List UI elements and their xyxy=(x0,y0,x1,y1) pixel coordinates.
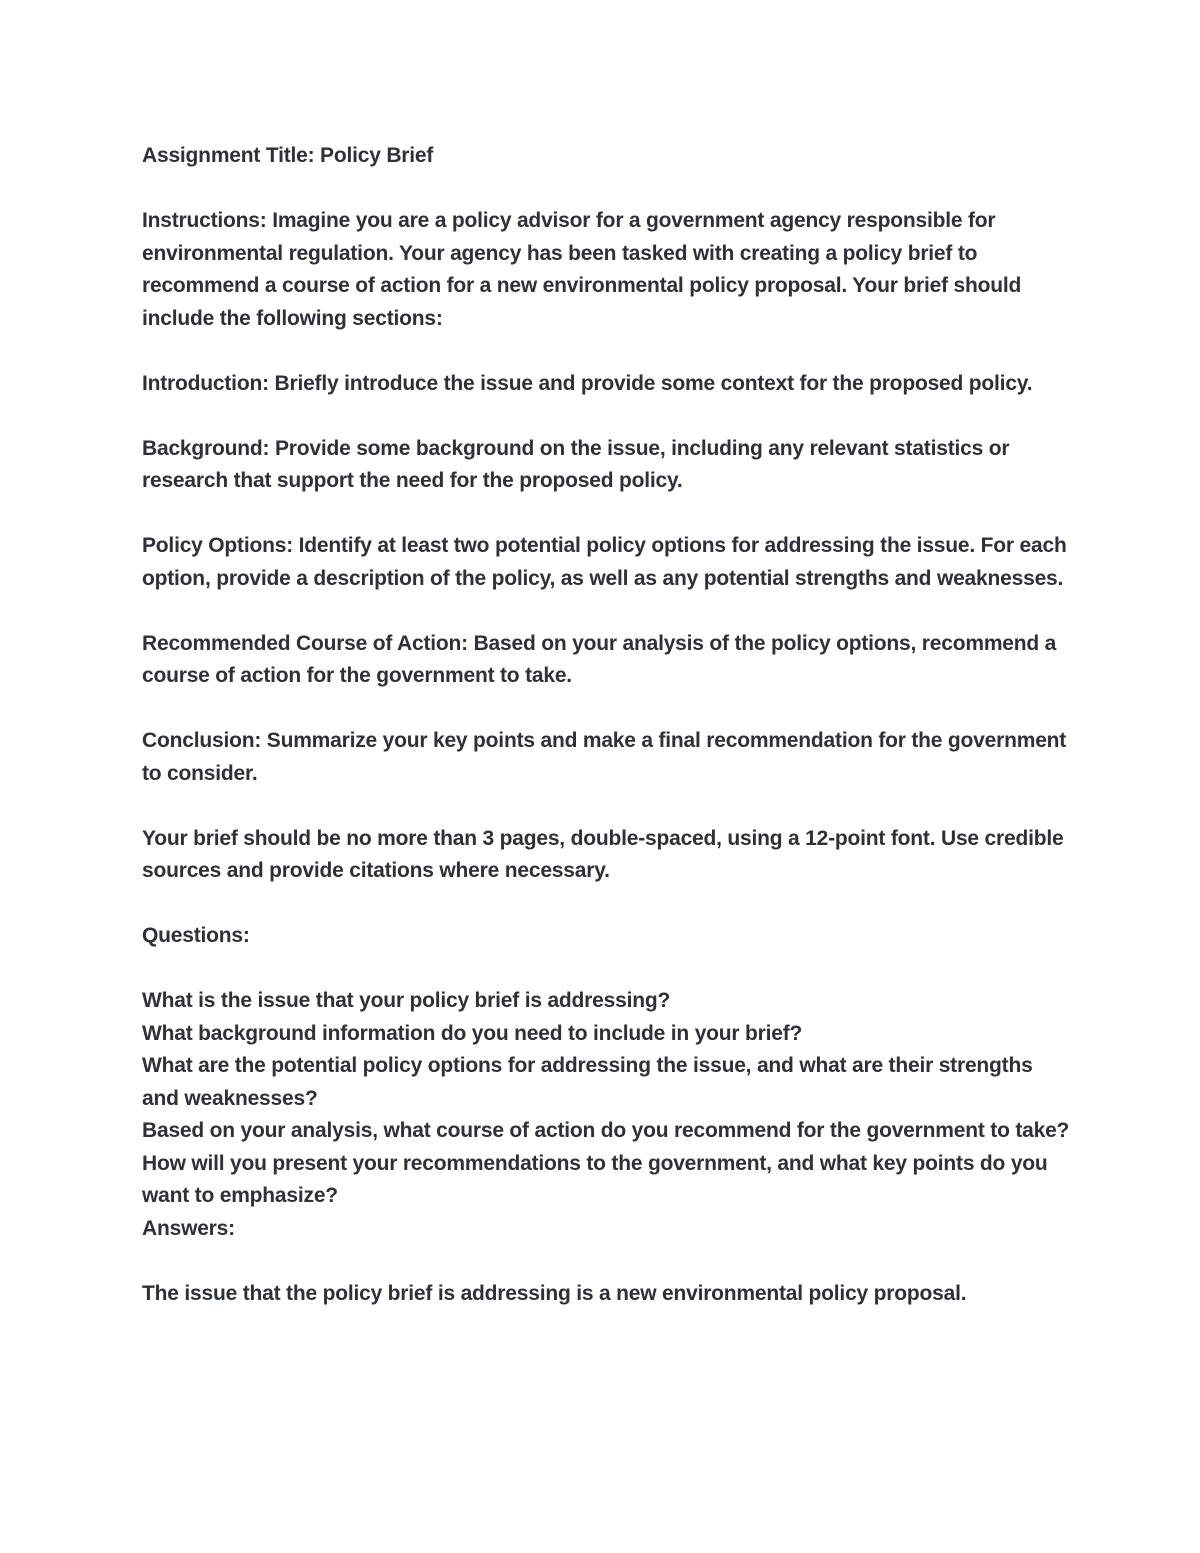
assignment-title: Assignment Title: Policy Brief xyxy=(142,144,434,167)
question-item: What is the issue that your policy brief is addressing? xyxy=(142,989,671,1012)
answer-item: The issue that the policy brief is addressing is a new environmental policy proposal. xyxy=(142,1281,967,1305)
questions-heading: Questions: xyxy=(142,924,250,947)
question-item: How will you present your recommendations to the government, and what key points do you want to emphasize? xyxy=(142,1151,1048,1207)
conclusion-paragraph: Conclusion: Summarize your key points and make a final recommendation for the government to consider. xyxy=(142,729,1067,785)
paragraph-gap xyxy=(142,498,1072,531)
answers-heading: Answers: xyxy=(142,1216,235,1240)
instructions-paragraph: Instructions: Imagine you are a policy advisor for a government agency responsible for environmental regulation. Your agency has been tasked with creating a policy brief to recommend a course of action for a new environmental policy proposal. Your brief should include the following sections: xyxy=(142,209,1022,330)
paragraph-gap xyxy=(142,953,1072,986)
paragraph-gap xyxy=(142,1245,1072,1278)
format-note-paragraph: Your brief should be no more than 3 pages, double-spaced, using a 12-point font. Use credible sources and provide citations where necessary. xyxy=(142,826,1064,882)
paragraph-gap xyxy=(142,173,1072,206)
paragraph-gap xyxy=(142,595,1072,628)
question-item: What are the potential policy options for addressing the issue, and what are their strengths and weaknesses? xyxy=(142,1054,1033,1110)
question-item: Based on your analysis, what course of action do you recommend for the government to take? xyxy=(142,1119,1070,1142)
paragraph-gap xyxy=(142,400,1072,433)
paragraph-gap xyxy=(142,790,1072,823)
paragraph-gap xyxy=(142,888,1072,921)
introduction-paragraph: Introduction: Briefly introduce the issue and provide some context for the proposed policy. xyxy=(142,371,1033,395)
paragraph-gap xyxy=(142,335,1072,368)
policy-options-paragraph: Policy Options: Identify at least two potential policy options for addressing the issue. For each option, provide a description of the policy, as well as any potential strengths and weaknesses. xyxy=(142,534,1067,590)
document-body xyxy=(142,140,1072,1310)
question-item: What background information do you need to include in your brief? xyxy=(142,1021,803,1045)
recommended-action-paragraph: Recommended Course of Action: Based on your analysis of the policy options, recommend a course of action for the government to take. xyxy=(142,631,1057,687)
paragraph-gap xyxy=(142,693,1072,726)
background-paragraph: Background: Provide some background on the issue, including any relevant statistics or research that support the need for the proposed policy. xyxy=(142,436,1010,492)
